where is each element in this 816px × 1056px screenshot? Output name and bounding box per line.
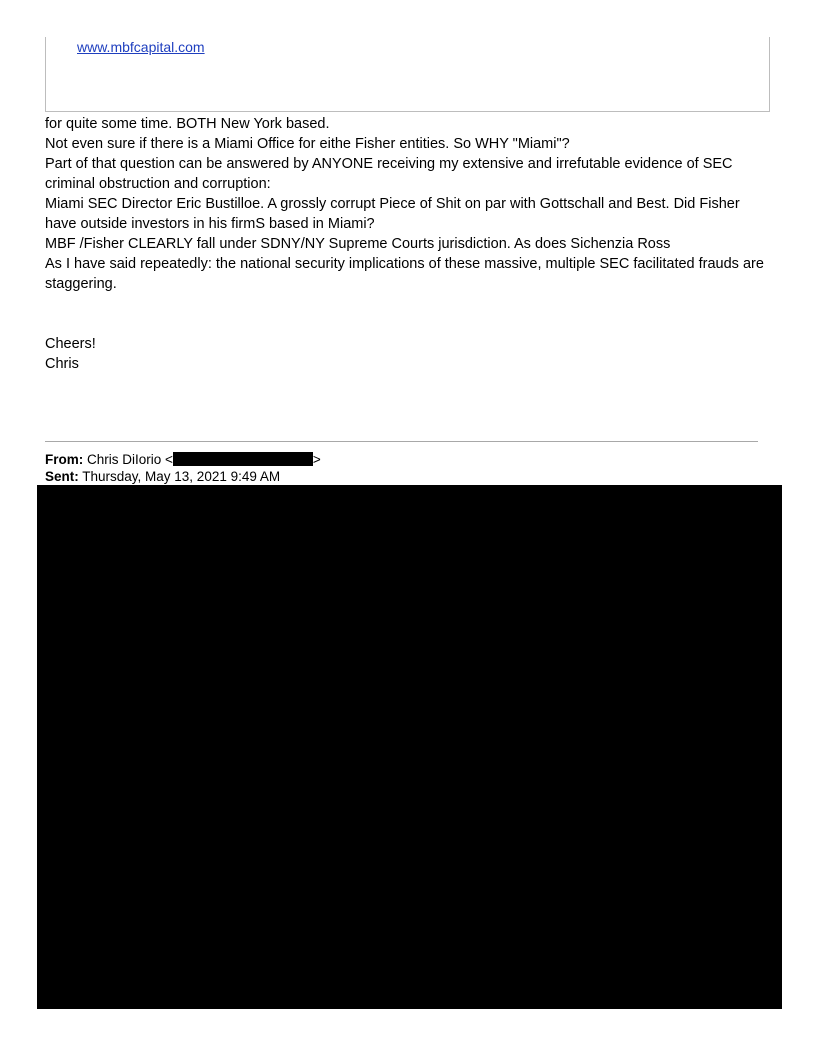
signoff [45,334,96,374]
body-line: MBF /Fisher CLEARLY fall under SDNY/NY Supreme Courts jurisdiction. As does Sichenzia Ross [45,236,671,252]
signoff-name: Chris [45,356,79,372]
body-line: Not even sure if there is a Miami Office for eithe Fisher entities. So WHY "Miami"? [45,136,570,152]
from-close: > [312,452,321,467]
header-divider [45,441,758,442]
from-name: Chris DiIorio < [87,452,173,467]
sent-line [45,468,321,485]
sent-label: Sent: [45,469,79,484]
quoted-message-box [45,37,770,112]
redacted-content-block [37,485,782,1009]
body-line: for quite some time. BOTH New York based. [45,116,330,132]
signoff-closing: Cheers! [45,336,96,352]
body-line: Miami SEC Director Eric Bustilloe. A grossly corrupt Piece of Shit on par with Gottschall and Best. Did Fisher have outside investors in his firmS based in Miami? [45,196,740,232]
from-line [45,451,321,468]
website-link[interactable]: www.mbfcapital.com [77,39,205,55]
sent-value: Thursday, May 13, 2021 9:49 AM [82,469,281,484]
redacted-email-address [173,452,313,466]
email-body [45,114,775,294]
from-label: From: [45,452,84,467]
forwarded-email-header [45,451,321,485]
body-line: Part of that question can be answered by ANYONE receiving my extensive and irrefutable evidence of SEC criminal obstruction and corruption: [45,156,733,192]
body-line: As I have said repeatedly: the national security implications of these massive, multiple SEC facilitated frauds are staggering. [45,256,764,292]
